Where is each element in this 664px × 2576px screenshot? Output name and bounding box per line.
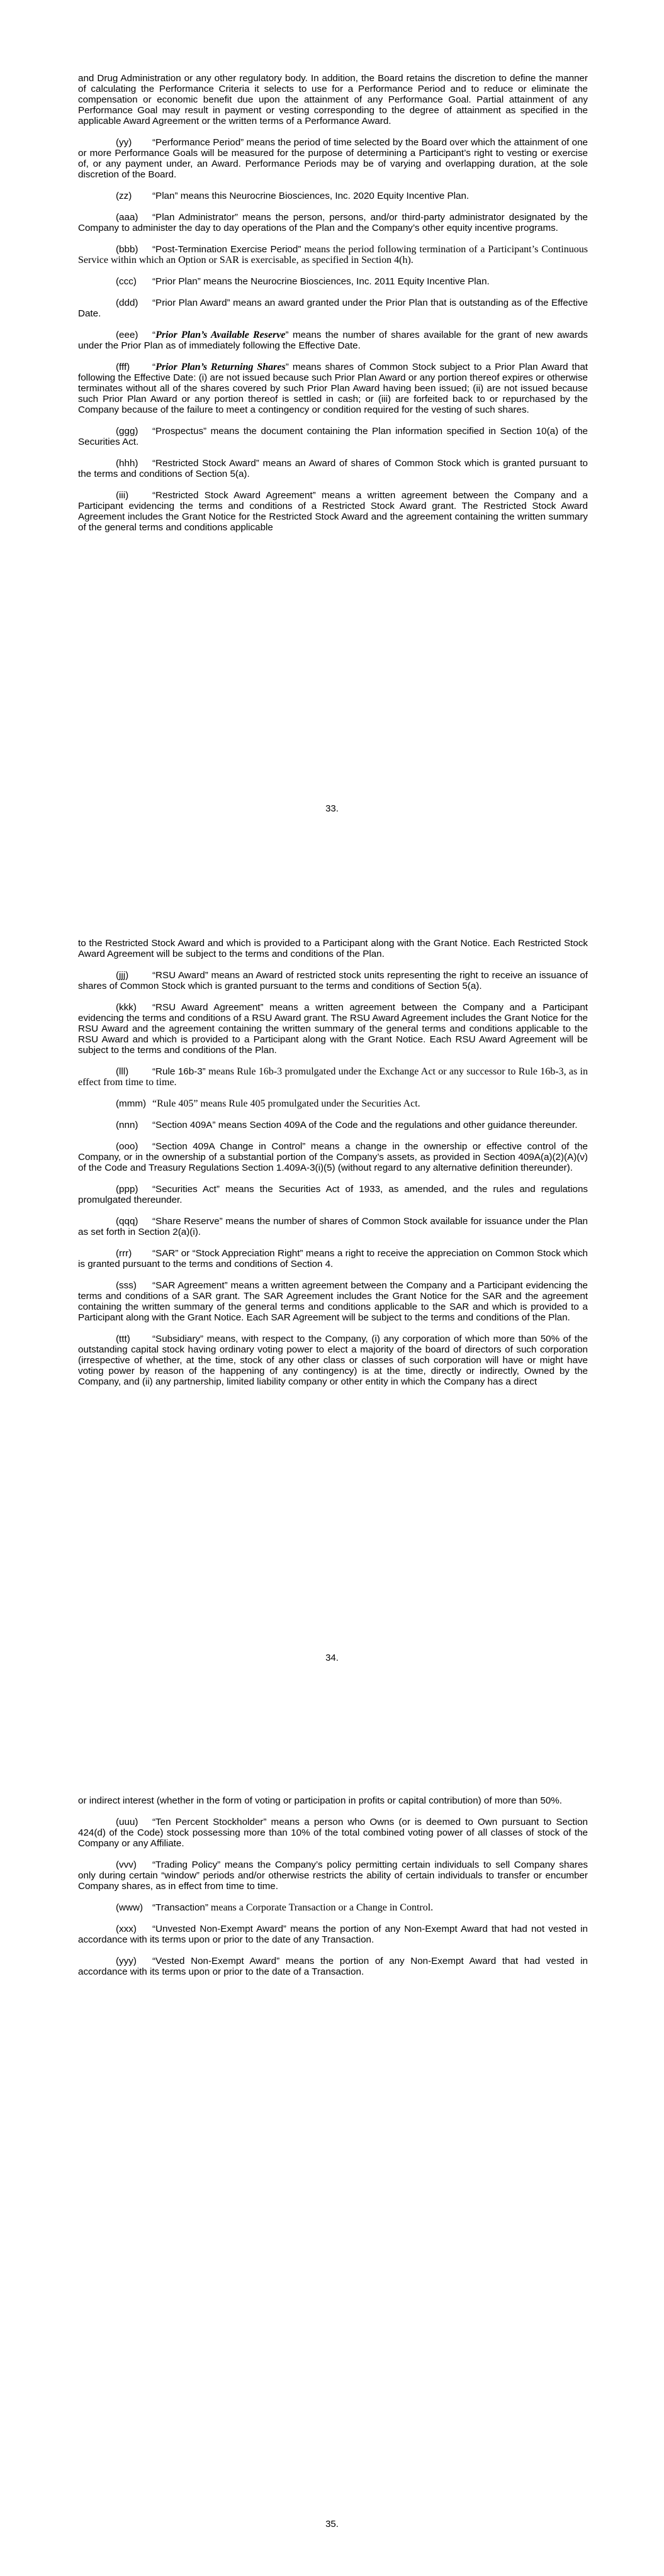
definition-ooo: (ooo) “Section 409A Change in Control” means a change in the ownership or effective control of the Company, or in the ownership of a substantial portion of the Company’s assets, as provided in Section 409A(a)(2)(A)(v) of the Code and Treasury Regulations Section 1.409A-3(i)(5) (without regard to any alternative definition thereunder).	[78, 1141, 588, 1173]
definition-nnn: (nnn) “Section 409A” means Section 409A of the Code and the regulations and other guidance thereunder.	[116, 1120, 578, 1130]
definition-jjj: (jjj) “RSU Award” means an Award of restricted stock units representing the right to receive an issuance of shares of Common Stock which is granted pursuant to the terms and conditions of Section 5(a).	[78, 970, 588, 991]
definition-lll: (lll) “Rule 16b-3” means Rule 16b-3 promulgated under the Exchange Act or any successor to Rule 16b-3, as in effect from time to time.	[78, 1066, 588, 1088]
definition-aaa: (aaa) “Plan Administrator” means the person, persons, and/or third-party administrator designated by the Company to administer the day to day operations of the Plan and the Company’s other equity incentive programs.	[78, 212, 588, 233]
definition-sss: (sss) “SAR Agreement” means a written agreement between the Company and a Participant evidencing the terms and conditions of a SAR grant. The SAR Agreement includes the Grant Notice for the SAR and the agreement containing the written summary of the general terms and conditions applicable to the SAR and which is provided to a Participant along with the Grant Notice. Each SAR Agreement will be subject to the terms and conditions of the Plan.	[78, 1280, 588, 1323]
page-number: 34.	[325, 1653, 339, 1663]
page-number: 35.	[325, 2519, 339, 2529]
definition-www: (www) “Transaction” means a Corporate Transaction or a Change in Control.	[116, 1902, 434, 1913]
definition-fff: (fff) “Prior Plan’s Returning Shares” means shares of Common Stock subject to a Prior Plan Award that following the Effective Date: (i) are not issued because such Prior Plan Award or any portion thereof expires or otherwise terminates without all of the shares covered by such Prior Plan Award having been issued; (ii) are not issued because such Prior Plan Award or any portion thereof is settled in cash; or (iii) are forfeited back to or repurchased by the Company because of the failure to meet a contingency or condition required for the vesting of such shares.	[78, 362, 588, 415]
definition-qqq: (qqq) “Share Reserve” means the number of shares of Common Stock available for issuance under the Plan as set forth in Section 2(a)(i).	[78, 1216, 588, 1237]
definition-kkk: (kkk) “RSU Award Agreement” means a written agreement between the Company and a Participant evidencing the terms and conditions of a RSU Award grant. The RSU Award Agreement includes the Grant Notice for the RSU Award and the agreement containing the written summary of the general terms and conditions applicable to the RSU Award and which is provided to a Participant along with the Grant Notice. Each RSU Award Agreement will be subject to the terms and conditions of the Plan.	[78, 1002, 588, 1056]
definition-bbb: (bbb) “Post-Termination Exercise Period” means the period following termination of a Participant’s Continuous Service within which an Option or SAR is exercisable, as specified in Section 4(h).	[78, 244, 588, 265]
page-33-body	[78, 73, 588, 544]
definition-vvv: (vvv) “Trading Policy” means the Company’s policy permitting certain individuals to sell Company shares only during certain “window” periods and/or otherwise restricts the ability of certain individuals to transfer or encumber Company shares, as in effect from time to time.	[78, 1860, 588, 1892]
page-35-body	[78, 1795, 588, 1988]
defined-term: Prior Plan’s Available Reserve	[155, 330, 286, 340]
definition-yy: (yy) “Performance Period” means the period of time selected by the Board over which the attainment of one or more Performance Goals will be measured for the purpose of determining a Participant’s right to vesting or exercise of, or any payment under, an Award. Performance Periods may be of varying and overlapping duration, at the sole discretion of the Board.	[78, 137, 588, 180]
defined-term: Prior Plan’s Returning Shares	[155, 362, 286, 372]
continued-paragraph: and Drug Administration or any other regulatory body. In addition, the Board retains the discretion to define the manner of calculating the Performance Criteria it selects to use for a Performance Period and to reduce or eliminate the compensation or economic benefit due upon the attainment of any Performance Goal. Partial attainment of any Performance Goal may result in payment or vesting corresponding to the degree of attainment as specified in the applicable Award Agreement or the written terms of a Performance Award.	[78, 73, 588, 126]
definition-ddd: (ddd) “Prior Plan Award” means an award granted under the Prior Plan that is outstanding as of the Effective Date.	[78, 298, 588, 319]
definition-ggg: (ggg) “Prospectus” means the document containing the Plan information specified in Section 10(a) of the Securities Act.	[78, 426, 588, 447]
definition-hhh: (hhh) “Restricted Stock Award” means an Award of shares of Common Stock which is granted pursuant to the terms and conditions of Section 5(a).	[78, 458, 588, 479]
definition-ttt: (ttt) “Subsidiary” means, with respect to the Company, (i) any corporation of which more than 50% of the outstanding capital stock having ordinary voting power to elect a majority of the board of directors of such corporation (irrespective of whether, at the time, stock of any other class or classes of such corporation will have or might have voting power by reason of the happening of any contingency) is at the time, directly or indirectly, Owned by the Company, and (ii) any partnership, limited liability company or other entity in which the Company has a direct	[78, 1334, 588, 1387]
definition-rrr: (rrr) “SAR” or “Stock Appreciation Right” means a right to receive the appreciation on Common Stock which is granted pursuant to the terms and conditions of Section 4.	[78, 1248, 588, 1269]
page-34-body	[78, 938, 588, 1398]
definition-ppp: (ppp) “Securities Act” means the Securities Act of 1933, as amended, and the rules and regulations promulgated thereunder.	[78, 1184, 588, 1205]
definition-uuu: (uuu) “Ten Percent Stockholder” means a person who Owns (or is deemed to Own pursuant to Section 424(d) of the Code) stock possessing more than 10% of the total combined voting power of all classes of stock of the Company or any Affiliate.	[78, 1817, 588, 1849]
definition-xxx: (xxx) “Unvested Non-Exempt Award” means the portion of any Non-Exempt Award that had not vested in accordance with its terms upon or prior to the date of any Transaction.	[78, 1924, 588, 1945]
definition-ccc: (ccc) “Prior Plan” means the Neurocrine Biosciences, Inc. 2011 Equity Incentive Plan.	[116, 276, 490, 287]
continued-paragraph: to the Restricted Stock Award and which is provided to a Participant along with the Grant Notice. Each Restricted Stock Award Agreement will be subject to the terms and conditions of the Plan.	[78, 938, 588, 959]
continued-paragraph: or indirect interest (whether in the form of voting or participation in profits or capital contribution) of more than 50%.	[78, 1795, 563, 1806]
definition-iii: (iii) “Restricted Stock Award Agreement” means a written agreement between the Company and a Participant evidencing the terms and conditions of a Restricted Stock Award grant. The Restricted Stock Award Agreement includes the Grant Notice for the Restricted Stock Award and the agreement containing the written summary of the general terms and conditions applicable	[78, 490, 588, 533]
definition-mmm: (mmm) “Rule 405” means Rule 405 promulgated under the Securities Act.	[116, 1098, 420, 1109]
definition-eee: (eee) “Prior Plan’s Available Reserve” means the number of shares available for the grant of new awards under the Prior Plan as of immediately following the Effective Date.	[78, 330, 588, 351]
page-number: 33.	[325, 803, 339, 814]
definition-zz: (zz) “Plan” means this Neurocrine Biosciences, Inc. 2020 Equity Incentive Plan.	[116, 191, 470, 201]
definition-yyy: (yyy) “Vested Non-Exempt Award” means the portion of any Non-Exempt Award that had vested in accordance with its terms upon or prior to the date of a Transaction.	[78, 1956, 588, 1977]
